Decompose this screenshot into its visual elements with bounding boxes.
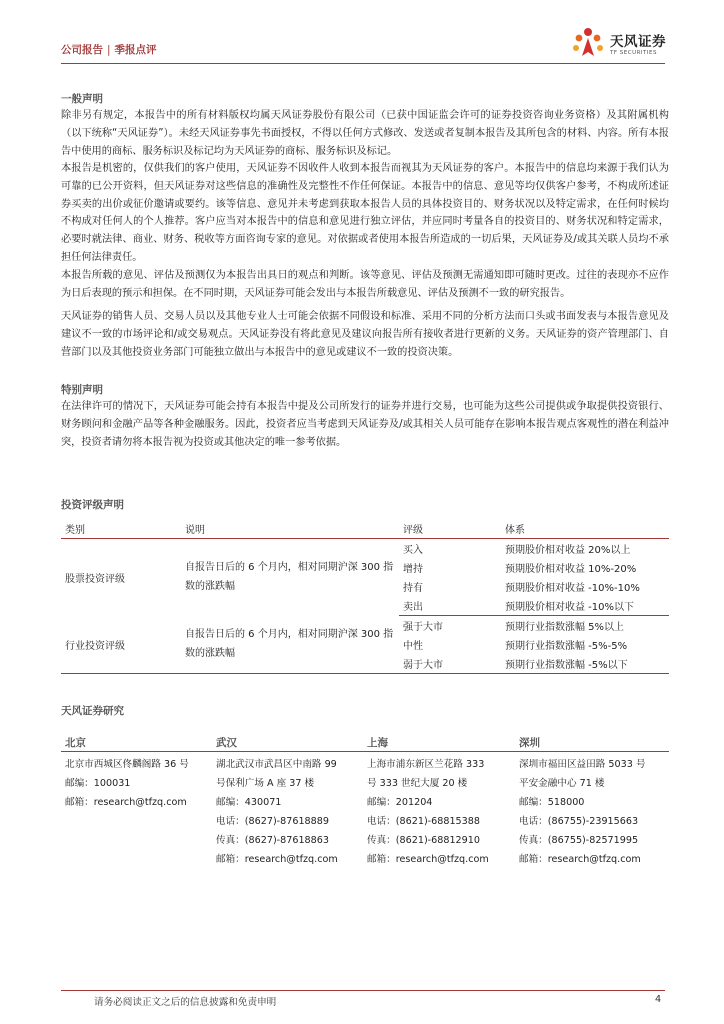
office-fax: 传真：(86755)-82571995 [519,835,639,846]
offices-divider [61,751,669,752]
table-row [61,539,669,559]
rating-header-row [61,520,669,539]
rating-definition: 预期股价相对收益 10%-20% [505,564,637,575]
office-city-shenzhen: 深圳 [519,737,540,749]
general-paragraph-4: 天风证券的销售人员、交易人员以及其他专业人士可能会依据不同假设和标准、采用不同的分析方法而口头或书面发表与本报告意见及建议不一致的市场评论和/或交易观点。天风证券没有将此意见及建议向报告所有接收者进行更新的义务。天风证券的资产管理部门、自营部门以及其他投资业务部门可能独立做出与本报告中的意见或建议不一致的投资决策。 [61,311,669,358]
office-city-wuhan: 武汉 [216,737,237,749]
rating-definition: 预期股价相对收益 -10%以下 [501,596,669,616]
header-description: 说明 [181,520,399,539]
header-system: 体系 [501,520,669,539]
office-address: 号 333 世纪大厦 20 楼 [367,778,468,789]
office-city-beijing: 北京 [65,737,86,749]
office-address: 平安金融中心 71 楼 [519,778,605,789]
rating-label: 弱于大市 [399,654,501,674]
logo-text-cn: 天风证券 [610,34,666,50]
page-number: 4 [655,994,662,1005]
office-email: 邮箱：research@tfzq.com [367,854,489,865]
rating-label: 持有 [403,583,423,594]
office-fax: 传真：(8627)-87618863 [216,835,329,846]
office-beijing [65,755,210,812]
stock-rating-description: 自报告日后的 6 个月内，相对同期沪深 300 指数的涨跌幅 [185,562,394,593]
office-fax: 传真：(8621)-68812910 [367,835,480,846]
office-city-shanghai: 上海 [367,737,388,749]
footer-divider [61,990,665,991]
industry-rating-description: 自报告日后的 6 个月内，相对同期沪深 300 指数的涨跌幅 [181,616,399,674]
header-rating: 评级 [399,520,501,539]
rating-label: 中性 [403,641,423,652]
office-email: 邮箱：research@tfzq.com [519,854,641,865]
office-address: 北京市西城区佟麟阁路 36 号 [65,759,189,770]
office-address: 湖北武汉市武昌区中南路 99 [216,759,337,770]
research-title: 天风证券研究 [61,705,124,717]
office-shanghai [367,755,512,869]
rating-definition: 预期行业指数涨幅 -5%-5% [505,641,628,652]
office-address: 号保利广场 A 座 37 楼 [216,778,315,789]
report-subtype: 季报点评 [114,44,157,56]
office-phone: 电话：(8627)-87618889 [216,816,329,827]
special-statement-title: 特别声明 [61,384,103,396]
general-paragraph-2: 本报告是机密的，仅供我们的客户使用，天风证券不因收件人收到本报告而视其为天风证券的客户。本报告中的信息均来源于我们认为可靠的已公开资料，但天风证券对这些信息的准确性及完整性不作任何保证。本报告中的信息、意见等均仅供客户参考，不构成所述证券买卖的出价或征价邀请或要约。该等信息、意见并未考虑到获取本报告人员的具体投资目的、财务状况以及特定需求，在任何时候均不构成对任何人的个人推荐。客户应当对本报告中的信息和意见进行独立评估，并应同时考量各自的投资目的、财务状况和特定需求，必要时就法律、商业、财务、税收等方面咨询专家的意见。对依据或者使用本报告所造成的一切后果，天风证券及/或其关联人员均不承担任何法律责任。 [61,163,669,263]
office-postcode: 邮编：430071 [216,797,282,808]
office-address: 深圳市福田区益田路 5033 号 [519,759,646,770]
company-logo [570,24,670,64]
header-divider [61,63,665,64]
footer-disclaimer: 请务必阅读正文之后的信息披露和免责申明 [94,997,277,1008]
tf-logo-icon [570,26,606,62]
office-wuhan [216,755,361,869]
stock-rating-category: 股票投资评级 [65,573,125,585]
office-phone: 电话：(8621)-68815388 [367,816,480,827]
rating-table [61,520,669,674]
office-email: 邮箱：research@tfzq.com [216,854,338,865]
general-paragraph-3: 本报告所载的意见、评估及预测仅为本报告出具日的观点和判断。该等意见、评估及预测无需通知即可随时更改。过往的表现亦不应作为日后表现的预示和担保。在不同时期，天风证券可能会发出与本报告所载意见、评估及预测不一致的研究报告。 [61,270,669,299]
header-separator: | [107,44,111,56]
office-email: 邮箱：research@tfzq.com [65,797,187,808]
rating-label: 卖出 [399,596,501,616]
office-postcode: 邮编：100031 [65,778,131,789]
rating-label: 强于大市 [403,622,443,633]
office-phone: 电话：(86755)-23915663 [519,816,639,827]
rating-definition: 预期行业指数涨幅 -5%以下 [501,654,669,674]
office-postcode: 邮编：518000 [519,797,585,808]
rating-definition: 预期股价相对收益 -10%-10% [505,583,640,594]
industry-rating-category: 行业投资评级 [61,616,181,674]
report-category [61,42,157,57]
rating-label: 买入 [403,545,423,556]
table-row [61,616,669,636]
rating-definition: 预期股价相对收益 20%以上 [505,545,631,556]
office-address: 上海市浦东新区兰花路 333 [367,759,485,770]
logo-text-en: TF SECURITIES [610,50,657,56]
general-statement-title: 一般声明 [61,93,103,105]
special-paragraph: 在法律许可的情况下，天风证券可能会持有本报告中提及公司所发行的证券并进行交易，也可能为这些公司提供或争取提供投资银行、财务顾问和金融产品等各种金融服务。因此，投资者应当考虑到天风证券及/或其相关人员可能存在影响本报告观点客观性的潜在利益冲突，投资者请勿将本报告视为投资或其他决定的唯一参考依据。 [61,401,669,448]
report-type: 公司报告 [61,44,103,56]
rating-statement-title: 投资评级声明 [61,499,124,511]
office-postcode: 邮编：201204 [367,797,433,808]
general-paragraph-1: 除非另有规定，本报告中的所有材料版权均属天风证券股份有限公司（已获中国证监会许可的证券投资咨询业务资格）及其附属机构（以下统称“天风证券”）。未经天风证券事先书面授权，不得以任何方式修改、发送或者复制本报告及其所包含的材料、内容。所有本报告中使用的商标、服务标识及标记均为天风证券的商标、服务标识及标记。 [61,110,669,157]
header-category: 类别 [61,520,181,539]
rating-label: 增持 [403,564,423,575]
office-shenzhen [519,755,664,869]
rating-definition: 预期行业指数涨幅 5%以上 [505,622,625,633]
